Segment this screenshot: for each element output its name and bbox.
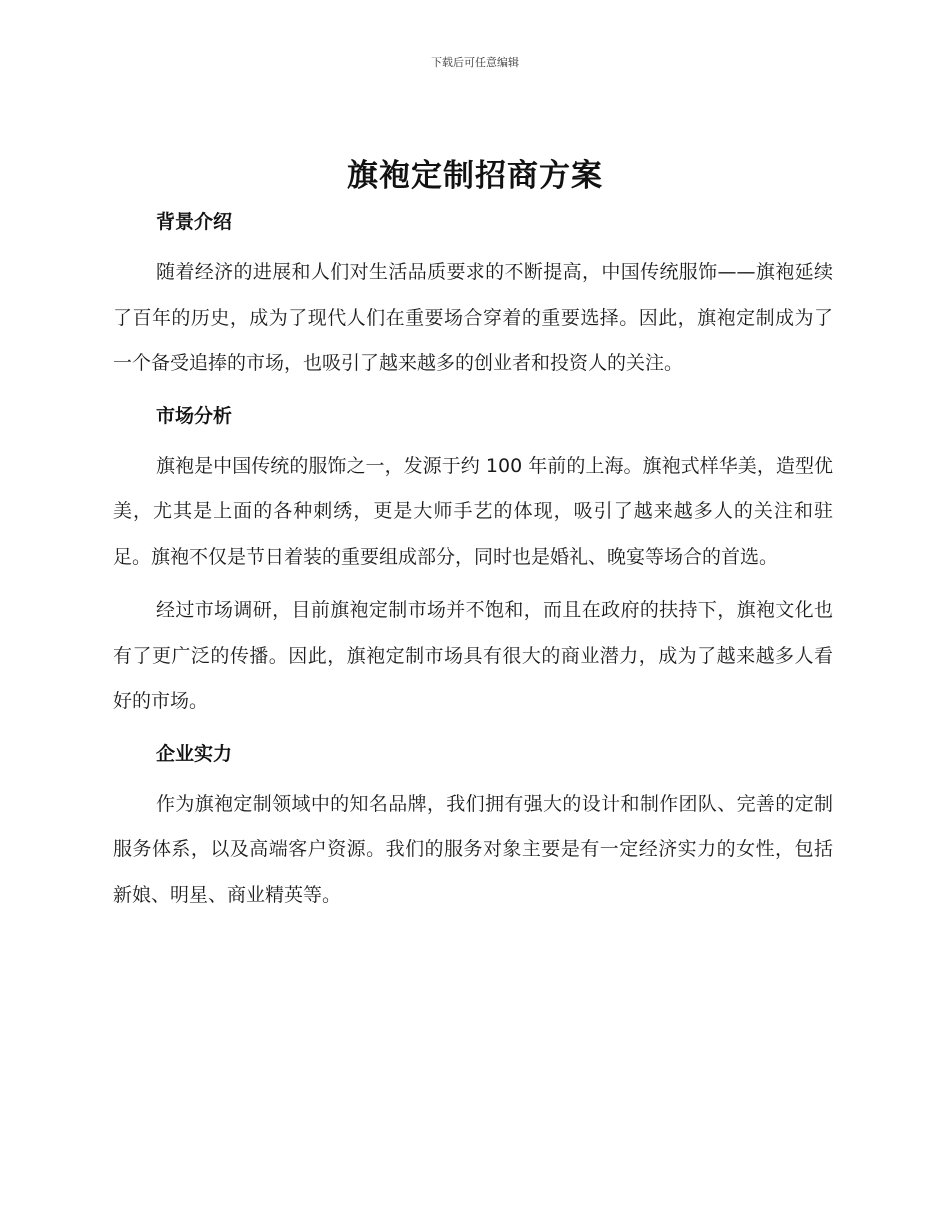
document-body	[113, 200, 833, 918]
paragraph-company-strength: 作为旗袍定制领域中的知名品牌，我们拥有强大的设计和制作团队、完善的定制服务体系，以及高端客户资源。我们的服务对象主要是有一定经济实力的女性，包括新娘、明星、商业精英等。	[113, 792, 833, 906]
header-note: 下载后可任意编辑	[431, 56, 519, 69]
paragraph-background: 随着经济的进展和人们对生活品质要求的不断提高，中国传统服饰——旗袍延续了百年的历史，成为了现代人们在重要场合穿着的重要选择。因此，旗袍定制成为了一个备受追捧的市场，也吸引了越来越多的创业者和投资人的关注。	[113, 261, 833, 374]
paragraph-market-analysis-1: 旗袍是中国传统的服饰之一，发源于约 100 年前的上海。旗袍式样华美，造型优美，尤其是上面的各种刺绣，更是大师手艺的体现，吸引了越来越多人的关注和驻足。旗袍不仅是节日着装的重要组成部分，同时也是婚礼、晚宴等场合的首选。	[113, 454, 833, 568]
document-title: 旗袍定制招商方案	[347, 158, 603, 194]
paragraph-market-analysis-2: 经过市场调研，目前旗袍定制市场并不饱和，而且在政府的扶持下，旗袍文化也有了更广泛的传播。因此，旗袍定制市场具有很大的商业潜力，成为了越来越多人看好的市场。	[113, 599, 833, 712]
section-heading-company-strength: 企业实力	[156, 742, 233, 765]
section-heading-background: 背景介绍	[156, 211, 233, 233]
section-heading-market-analysis: 市场分析	[156, 404, 233, 427]
